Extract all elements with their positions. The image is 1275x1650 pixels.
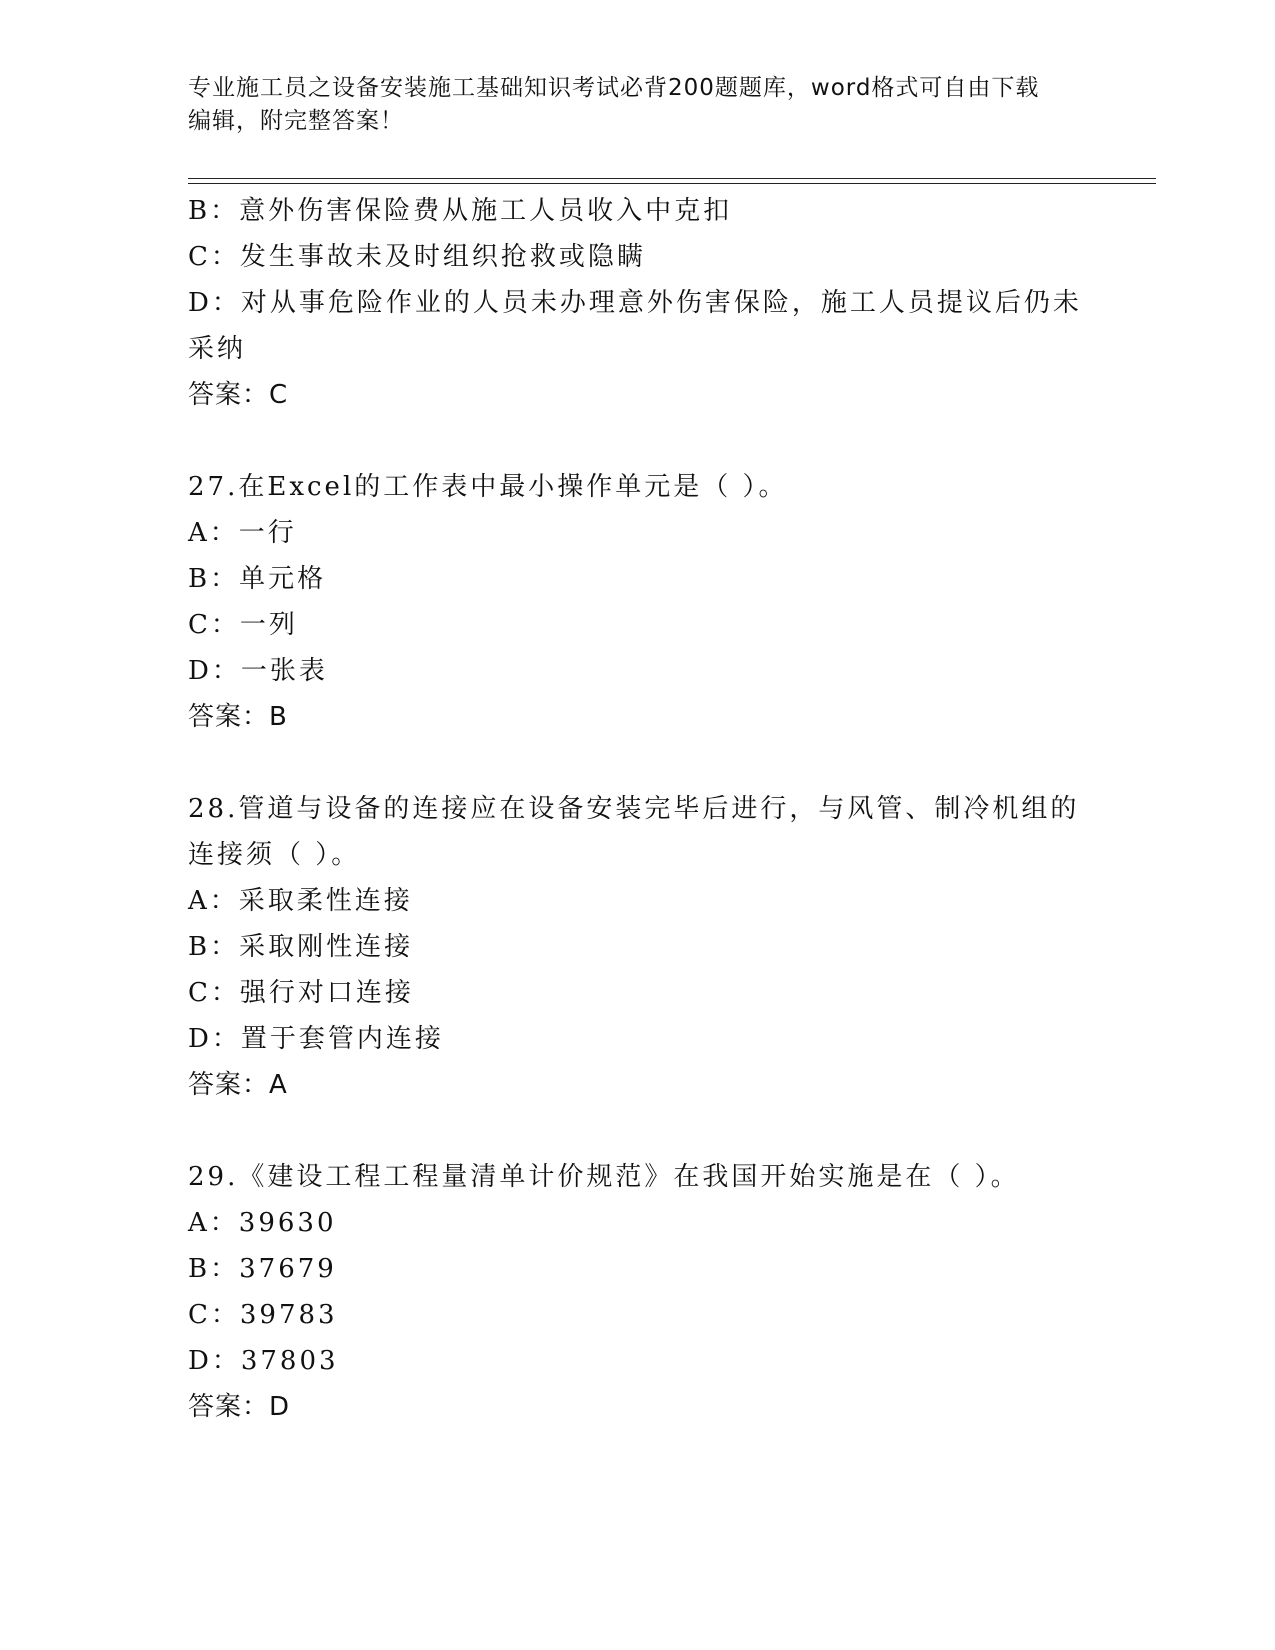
option-c: C：一列: [188, 610, 298, 640]
option-c: C：发生事故未及时组织抢救或隐瞒: [188, 242, 646, 272]
question-gap: [188, 1108, 1088, 1154]
option-a: A：一行: [188, 518, 297, 548]
question-29: [188, 1154, 1088, 1430]
option-b: B：意外伤害保险费从施工人员收入中克扣: [188, 196, 733, 226]
option-a: A：39630: [188, 1208, 337, 1238]
option-d: D：对从事危险作业的人员未办理意外伤害保险，施工人员提议后仍未: [188, 288, 1082, 318]
option-d: D：置于套管内连接: [188, 1024, 444, 1054]
question-gap: [188, 418, 1088, 464]
answer: 答案：C: [188, 380, 289, 410]
question-27: [188, 464, 1088, 740]
question-gap: [188, 740, 1088, 786]
header-divider-top: [188, 178, 1156, 179]
option-c: C：39783: [188, 1300, 338, 1330]
header-divider-bottom: [188, 183, 1156, 184]
answer: 答案：B: [188, 702, 288, 732]
question-stem-continued: 连接须（ ）。: [188, 840, 361, 870]
answer: 答案：D: [188, 1392, 291, 1422]
option-d: D：37803: [188, 1346, 339, 1376]
option-d: D：一张表: [188, 656, 328, 686]
question-26: [188, 188, 1088, 418]
option-a: A：采取柔性连接: [188, 886, 413, 916]
question-stem: 29.《建设工程工程量清单计价规范》在我国开始实施是在（ ）。: [188, 1162, 1020, 1192]
option-b: B：37679: [188, 1254, 337, 1284]
option-d-continued: 采纳: [188, 334, 247, 364]
header-line-2: 编辑，附完整答案！: [188, 108, 404, 134]
answer: 答案：A: [188, 1070, 288, 1100]
question-28: [188, 786, 1088, 1108]
question-list: [188, 188, 1088, 1430]
question-stem: 28.管道与设备的连接应在设备安装完毕后进行，与风管、制冷机组的: [188, 794, 1080, 824]
question-stem: 27.在Excel的工作表中最小操作单元是（ ）。: [188, 472, 788, 502]
option-b: B：采取刚性连接: [188, 932, 414, 962]
document-header: [188, 72, 1088, 138]
option-c: C：强行对口连接: [188, 978, 414, 1008]
option-b: B：单元格: [188, 564, 327, 594]
header-line-1: 专业施工员之设备安装施工基础知识考试必背200题题库，word格式可自由下载: [188, 75, 1040, 101]
